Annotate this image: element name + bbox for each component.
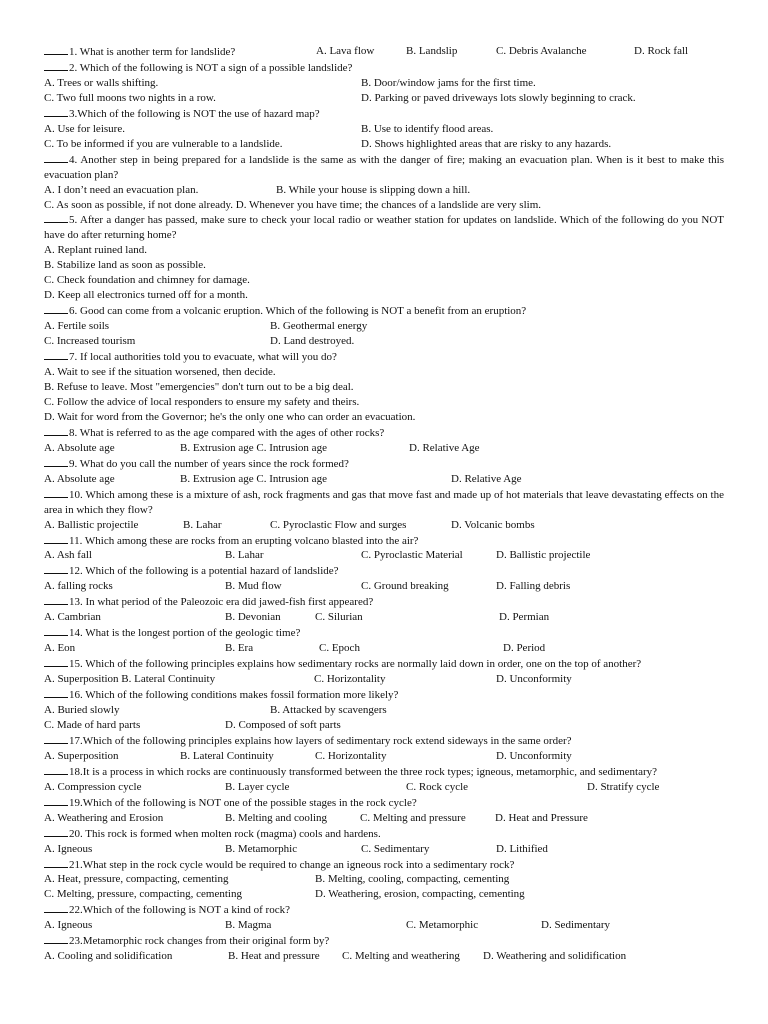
answer-option[interactable]: B. Mud flow [225, 580, 282, 593]
answer-option[interactable]: A. Superposition [44, 749, 119, 762]
answer-option[interactable]: C. Pyroclastic Material [361, 549, 463, 562]
answer-option[interactable]: A. Cooling and solidification [44, 950, 173, 963]
question-stem [44, 303, 724, 319]
answer-option[interactable]: A. Wait to see if the situation worsened, then decide. [44, 366, 276, 379]
question-text: 7. If local authorities told you to evacuate, what will you do? [69, 351, 337, 364]
question-stem [44, 212, 724, 243]
answer-blank[interactable] [44, 487, 68, 498]
question-16 [44, 687, 724, 733]
question-11 [44, 533, 724, 564]
answer-option[interactable]: B. Magma [225, 919, 272, 932]
question-stem [44, 594, 724, 610]
answer-option[interactable]: A. I don’t need an evacuation plan. [44, 183, 199, 196]
option-row [44, 365, 724, 380]
answer-blank[interactable] [44, 303, 68, 314]
answer-option[interactable]: A. Weathering and Erosion [44, 811, 164, 824]
question-22 [44, 902, 724, 933]
question-text: 3.Which of the following is NOT the use of hazard map? [69, 107, 320, 120]
answer-option[interactable]: D. Ballistic projectile [496, 549, 591, 562]
answer-blank[interactable] [44, 106, 68, 117]
answer-option[interactable]: A. Lava flow [316, 45, 375, 57]
answer-blank[interactable] [44, 563, 68, 574]
option-row [44, 672, 724, 687]
answer-option[interactable]: A. Absolute age [44, 441, 115, 454]
option-row [44, 334, 724, 349]
answer-option[interactable]: D. Stratify cycle [587, 780, 660, 793]
answer-blank[interactable] [44, 533, 68, 544]
question-text: 14. What is the longest portion of the geologic time? [69, 627, 301, 640]
answer-option[interactable]: D. Heat and Pressure [495, 811, 588, 824]
question-text: 13. In what period of the Paleozoic era did jawed-fish first appeared? [69, 596, 374, 609]
answer-option[interactable]: C. Horizontality [314, 673, 386, 686]
answer-option[interactable]: A. Heat, pressure, compacting, cementing [44, 873, 229, 886]
answer-option[interactable]: A. Igneous [44, 919, 93, 932]
question-stem [44, 857, 724, 873]
question-17 [44, 733, 724, 764]
option-row [44, 548, 724, 563]
question-12 [44, 563, 724, 594]
option-row [44, 183, 724, 198]
question-text: 17.Which of the following principles explains how layers of sedimentary rock extend sideways in the same order? [69, 734, 572, 747]
answer-blank[interactable] [44, 594, 68, 605]
answer-blank[interactable] [44, 60, 68, 71]
option-row [44, 288, 724, 303]
answer-blank[interactable] [44, 795, 68, 806]
answer-option[interactable]: A. Igneous [44, 842, 93, 855]
question-text: 19.Which of the following is NOT one of the possible stages in the rock cycle? [69, 796, 417, 809]
answer-option[interactable]: C. Horizontality [315, 749, 387, 762]
answer-option[interactable]: B. Lahar [225, 549, 264, 562]
answer-option[interactable]: D. Relative Age [409, 441, 480, 454]
answer-option[interactable]: A. Fertile soils [44, 320, 110, 333]
answer-blank[interactable] [44, 425, 68, 436]
question-15 [44, 656, 724, 687]
answer-option[interactable]: A. Trees or walls shifting. [44, 76, 159, 89]
answer-blank[interactable] [44, 764, 68, 775]
answer-option[interactable]: D. Permian [499, 611, 550, 624]
question-text: 1. What is another term for landslide? [69, 46, 236, 58]
question-23 [44, 933, 724, 964]
option-row [44, 780, 724, 795]
question-stem [44, 152, 724, 183]
question-text: 16. Which of the following conditions makes fossil formation more likely? [69, 689, 399, 702]
question-stem [44, 656, 724, 672]
answer-option[interactable]: D. Wait for word from the Governor; he's the only one who can order an evacuation. [44, 410, 416, 423]
answer-option[interactable]: B. Melting and cooling [225, 811, 328, 824]
question-10 [44, 487, 724, 533]
question-stem [44, 902, 724, 918]
option-row [44, 76, 724, 91]
option-row [44, 258, 724, 273]
answer-option[interactable]: B. Use to identify flood areas. [361, 122, 494, 135]
answer-blank[interactable] [44, 152, 68, 163]
question-18 [44, 764, 724, 795]
option-row [44, 441, 724, 456]
option-row [44, 949, 724, 964]
question-14 [44, 625, 724, 656]
question-13 [44, 594, 724, 625]
question-line [44, 44, 724, 60]
question-stem [44, 349, 724, 365]
answer-option[interactable]: C. Rock cycle [406, 780, 469, 793]
question-text: 12. Which of the following is a potential hazard of landslide? [69, 565, 339, 578]
option-row [44, 703, 724, 718]
option-row [44, 811, 724, 826]
option-row [44, 641, 724, 656]
answer-blank[interactable] [44, 625, 68, 636]
question-7 [44, 349, 724, 425]
question-text: 5. After a danger has passed, make sure to check your local radio or weather station for updates on landslide. Which of the following do you NOT have do after returning home? [44, 214, 724, 242]
question-stem [44, 425, 724, 441]
answer-blank[interactable] [44, 656, 68, 667]
answer-option[interactable]: D. Parking or paved driveways lots slowly beginning to crack. [361, 91, 636, 104]
question-stem [44, 456, 724, 472]
option-row [44, 410, 724, 425]
question-6 [44, 303, 724, 349]
answer-option[interactable]: A. Compression cycle [44, 780, 142, 793]
answer-option[interactable]: D. Shows highlighted areas that are risky to any hazards. [361, 137, 612, 150]
question-text: 23.Metamorphic rock changes from their original form by? [69, 935, 330, 948]
answer-option[interactable]: B. Lahar [183, 518, 222, 531]
answer-option[interactable]: B. Extrusion age C. Intrusion age [180, 441, 327, 454]
answer-option[interactable]: D. Falling debris [496, 580, 571, 593]
answer-option[interactable]: D. Unconformity [496, 749, 572, 762]
option-row [44, 887, 724, 902]
answer-option[interactable]: D. Land destroyed. [270, 335, 355, 348]
option-row [44, 91, 724, 106]
answer-option[interactable]: D. Lithified [496, 842, 548, 855]
answer-option[interactable]: C. To be informed if you are vulnerable to a landslide. [44, 137, 283, 150]
answer-option[interactable]: C. Epoch [319, 642, 360, 655]
answer-option[interactable]: C. Metamorphic [406, 919, 479, 932]
question-text: 20. This rock is formed when molten rock (magma) cools and hardens. [69, 827, 381, 840]
answer-blank[interactable] [44, 44, 68, 55]
answer-blank[interactable] [44, 933, 68, 944]
answer-blank[interactable] [44, 733, 68, 744]
answer-option[interactable]: A. falling rocks [44, 580, 113, 593]
answer-option[interactable]: C. Melting and weathering [342, 950, 460, 963]
question-20 [44, 826, 724, 857]
option-row [44, 872, 724, 887]
option-row [44, 273, 724, 288]
answer-option[interactable]: B. Attacked by scavengers [270, 703, 387, 716]
answer-option[interactable]: C. Made of hard parts [44, 718, 141, 731]
question-text: 18.It is a process in which rocks are continuously transformed between the three rock types; igneous, metamorphic, and sedimentary? [69, 765, 658, 778]
option-row [44, 472, 724, 487]
answer-option[interactable]: B. Metamorphic [225, 842, 298, 855]
answer-option[interactable]: C. Increased tourism [44, 335, 136, 348]
answer-option[interactable]: C. Two full moons two nights in a row. [44, 91, 216, 104]
question-stem [44, 733, 724, 749]
question-21 [44, 857, 724, 903]
answer-blank[interactable] [44, 212, 68, 223]
question-text: 8. What is referred to as the age compared with the ages of other rocks? [69, 426, 385, 439]
answer-option[interactable]: D. Weathering and solidification [483, 950, 627, 963]
question-text: 22.Which of the following is NOT a kind of rock? [69, 904, 290, 917]
question-stem [44, 44, 316, 60]
answer-blank[interactable] [44, 826, 68, 837]
answer-option[interactable]: C. Pyroclastic Flow and surges [270, 518, 407, 531]
answer-option[interactable]: B. Devonian [225, 611, 281, 624]
answer-blank[interactable] [44, 902, 68, 913]
question-stem [44, 533, 724, 549]
answer-option[interactable]: A. Cambrian [44, 611, 101, 624]
option-row [44, 610, 724, 625]
answer-option[interactable]: A. Buried slowly [44, 703, 120, 716]
question-3 [44, 106, 724, 152]
answer-option[interactable]: D. Volcanic bombs [451, 518, 535, 531]
option-row [44, 579, 724, 594]
answer-option[interactable]: C. Silurian [315, 611, 363, 624]
answer-option[interactable]: C. Melting and pressure [360, 811, 466, 824]
answer-option[interactable]: C. Check foundation and chimney for damage. [44, 274, 250, 287]
question-stem [44, 60, 724, 76]
answer-option[interactable]: B. Lateral Continuity [180, 749, 274, 762]
question-stem [44, 487, 724, 518]
answer-option[interactable]: D. Keep all electronics turned off for a month. [44, 289, 248, 302]
question-stem [44, 795, 724, 811]
answer-option[interactable]: C. Debris Avalanche [496, 45, 587, 57]
answer-option[interactable]: B. Geothermal energy [270, 320, 368, 333]
option-row [44, 918, 724, 933]
option-row [44, 319, 724, 334]
answer-option[interactable]: B. While your house is slipping down a hill. [276, 183, 471, 196]
question-stem [44, 764, 724, 780]
answer-option[interactable]: B. Heat and pressure [228, 950, 320, 963]
answer-option[interactable]: B. Stabilize land as soon as possible. [44, 259, 206, 272]
question-text: 11. Which among these are rocks from an erupting volcano blasted into the air? [69, 534, 419, 547]
question-text: 15. Which of the following principles explains how sedimentary rocks are normally laid down in order, one on the top of another? [69, 658, 642, 671]
option-row [44, 137, 724, 152]
question-stem [44, 563, 724, 579]
answer-blank[interactable] [44, 857, 68, 868]
answer-option[interactable]: C. As soon as possible, if not done already. D. Whenever you have time; the chances of a landslide are very slim. [44, 198, 542, 211]
question-1 [44, 44, 724, 60]
option-row [44, 122, 724, 137]
answer-option[interactable]: A. Ballistic projectile [44, 518, 139, 531]
answer-option[interactable]: D. Period [503, 642, 546, 655]
question-stem [44, 106, 724, 122]
option-row [44, 518, 724, 533]
answer-option[interactable]: B. Refuse to leave. Most "emergencies" don't turn out to be a big deal. [44, 380, 354, 393]
option-row [44, 243, 724, 258]
answer-option[interactable]: B. Door/window jams for the first time. [361, 76, 536, 89]
answer-option[interactable]: D. Rock fall [634, 45, 689, 57]
question-5 [44, 212, 724, 303]
option-row [44, 380, 724, 395]
question-8 [44, 425, 724, 456]
answer-option[interactable]: B. Era [225, 642, 254, 655]
answer-option[interactable]: B. Layer cycle [225, 780, 290, 793]
answer-option[interactable]: A. Ash fall [44, 549, 92, 562]
question-text: 9. What do you call the number of years since the rock formed? [69, 457, 349, 470]
question-stem [44, 933, 724, 949]
question-text: 21.What step in the rock cycle would be required to change an igneous rock into a sedimentary rock? [69, 858, 515, 871]
question-9 [44, 456, 724, 487]
answer-option[interactable]: D. Weathering, erosion, compacting, cementing [315, 888, 525, 901]
answer-option[interactable]: C. Melting, pressure, compacting, cementing [44, 888, 242, 901]
option-row [44, 718, 724, 733]
question-19 [44, 795, 724, 826]
question-text: 6. Good can come from a volcanic eruption. Which of the following is NOT a benefit from an eruption? [69, 305, 527, 318]
answer-option[interactable]: A. Eon [44, 642, 76, 655]
answer-option[interactable]: B. Landslip [406, 45, 458, 57]
question-4 [44, 152, 724, 213]
answer-option[interactable]: C. Sedimentary [361, 842, 430, 855]
answer-option[interactable]: C. Ground breaking [361, 580, 449, 593]
answer-option[interactable]: A. Superposition B. Lateral Continuity [44, 673, 216, 686]
option-row [44, 842, 724, 857]
answer-option[interactable]: D. Unconformity [496, 673, 572, 686]
answer-option[interactable]: D. Relative Age [451, 472, 522, 485]
question-text: 2. Which of the following is NOT a sign of a possible landslide? [69, 61, 353, 74]
question-text: 10. Which among these is a mixture of ash, rock fragments and gas that move fast and made up of hot materials that leave devastating effects on the area in which they flow? [44, 488, 724, 516]
answer-blank[interactable] [44, 349, 68, 360]
answer-option[interactable]: A. Use for leisure. [44, 122, 125, 135]
question-text: 4. Another step in being prepared for a landslide is the same as with the danger of fire; making an evacuation plan. When is it best to make this evacuation plan? [44, 153, 724, 181]
answer-option[interactable]: D. Composed of soft parts [225, 718, 341, 731]
answer-option[interactable]: A. Absolute age [44, 472, 115, 485]
option-row [44, 395, 724, 410]
option-row [44, 198, 724, 213]
answer-option[interactable]: B. Extrusion age C. Intrusion age [180, 472, 327, 485]
answer-option[interactable]: A. Replant ruined land. [44, 244, 147, 257]
answer-blank[interactable] [44, 687, 68, 698]
answer-option[interactable]: B. Melting, cooling, compacting, cementing [315, 873, 510, 886]
question-stem [44, 687, 724, 703]
answer-option[interactable]: C. Follow the advice of local responders to ensure my safety and theirs. [44, 395, 360, 408]
answer-option[interactable]: D. Sedimentary [541, 919, 611, 932]
question-stem [44, 826, 724, 842]
question-2 [44, 60, 724, 106]
question-stem [44, 625, 724, 641]
option-row [44, 749, 724, 764]
answer-blank[interactable] [44, 456, 68, 467]
